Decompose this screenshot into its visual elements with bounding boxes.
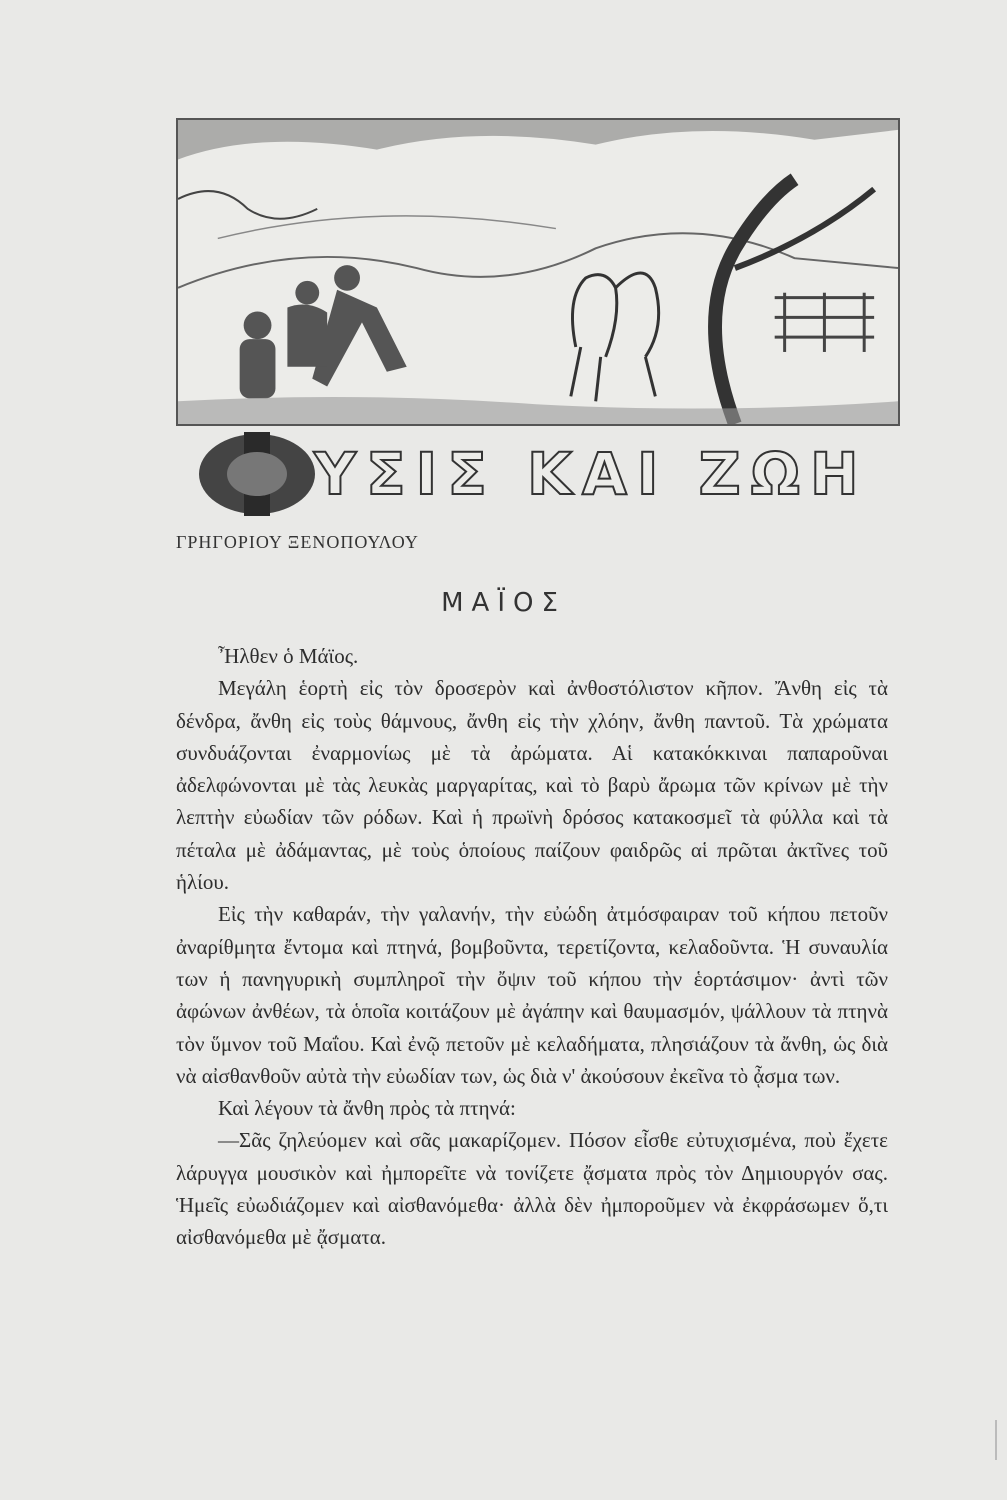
paragraph: Εἰς τὴν καθαράν, τὴν γαλανήν, τὴν εὐώδη ἀτμόσφαιραν τοῦ κήπου πετοῦν ἀναρίθμητα ἔντομα καὶ πτηνά, βομβοῦντα, τερετίζοντα, κελαδοῦντα. Ἡ συναυλία των ἡ πανηγυρικὴ συμπληροῖ τὴν ὄψιν τοῦ κήπου τὴν ἑορτάσιμον· ἀντὶ τῶν ἀφώνων ἀνθέων, τὰ ὁποῖα κοιτάζουν μὲ ἀγάπην καὶ θαυμασμόν, ψάλλουν τὰ πτηνὰ τὸν ὕμνον τοῦ Μαΐου. Καὶ ἐνῷ πετοῦν μὲ κελαδήματα, πλησιάζουν τὰ ἄνθη, ὡς διὰ νὰ αἰσθανθοῦν αὐτὰ τὴν εὐωδίαν των, ὡς διὰ ν' ἀκούσουν ἐκεῖνα τὸ ᾆσμα των. <box>176 902 888 1088</box>
page-mark <box>995 1420 997 1460</box>
article-title: ΜΑΪΟΣ <box>441 588 566 618</box>
paragraph: Καὶ λέγουν τὰ ἄνθη πρὸς τὰ πτηνά: <box>218 1096 516 1121</box>
paragraph: —Σᾶς ζηλεύομεν καὶ σᾶς μακαρίζομεν. Πόσον εἶσθε εὐτυχισμένα, ποὺ ἔχετε λάρυγγα μουσικὸν καὶ ἠμπορεῖτε νὰ τονίζετε ᾄσματα πρὸς τὸν Δημιουργόν σας. Ἡμεῖς εὐωδιάζομεν καὶ αἰσθανόμεθα· ἀλλὰ δὲν ἠμποροῦμεν νὰ ἐκφράσωμεν ὅ,τι αἰσθανόμεθα μὲ ᾄσματα. <box>176 1128 888 1250</box>
paragraph: Ἦλθεν ὁ Μάϊος. <box>218 644 359 668</box>
paragraph: Μεγάλη ἑορτὴ εἰς τὸν δροσερὸν καὶ ἀνθοστόλιστον κῆπον. Ἄνθη εἰς τὰ δένδρα, ἄνθη εἰς τοὺς θάμνους, ἄνθη εἰς τὴν χλόην, ἄνθη παντοῦ. Τὰ χρώματα συνδυάζονται ἐναρμονίως μὲ τὰ ἀρώματα. Αἱ κατακόκκιναι παπαροῦναι ἀδελφώνονται μὲ τὰς λευκὰς μαργαρίτας, καὶ τὸ βαρὺ ἄρωμα τῶν κρίνων μὲ τὴν λεπτὴν εὐωδίαν τῶν ρόδων. Καὶ ἡ πρωϊνὴ δρόσος κατακοσμεῖ τὰ φύλλα καὶ τὰ πέταλα μὲ ἀδάμαντας, μὲ τοὺς ὁποίους παίζουν φαιδρῶς αἱ πρῶται ἀκτῖνες τοῦ ἡλίου. <box>176 676 888 895</box>
section-title <box>196 432 896 516</box>
article-body <box>176 640 888 1254</box>
author-name: ΓΡΗΓΟΡΙΟΥ ΞΕΝΟΠΟΥΛΟΥ <box>176 532 419 552</box>
header-illustration <box>176 118 900 426</box>
decorative-initial <box>196 432 318 516</box>
section-title-text: ΥΣΙΣ ΚΑΙ ΖΩΗ <box>314 440 869 508</box>
